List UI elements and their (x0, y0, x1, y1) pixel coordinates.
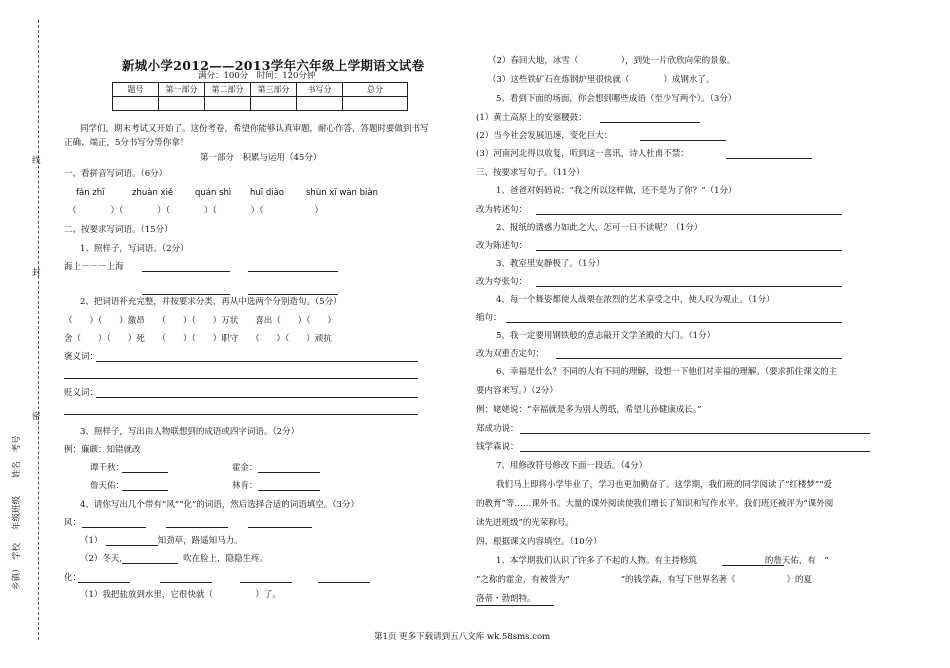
score-header-cell: 第二部分 (205, 83, 251, 97)
sentence-4-label: 缩句： (476, 313, 502, 323)
answer-line[interactable] (142, 271, 230, 272)
part1-heading: 第一部分 积累与运用（45分） (200, 153, 322, 163)
pinyin-1: fán zhī (76, 188, 105, 198)
answer-line[interactable] (556, 358, 842, 359)
score-cell[interactable] (113, 97, 159, 111)
answer-line[interactable] (106, 545, 158, 546)
answer-line[interactable] (520, 433, 870, 434)
intro-line-1: 同学们，期末考试又开始了。这份考卷，希望你能够认真审题，耐心作答，答题时要做到书写 (80, 124, 429, 134)
answer-line[interactable] (722, 565, 784, 566)
person-zhan: 詹天佑： (90, 481, 125, 491)
answer-line[interactable] (142, 294, 230, 295)
answer-line[interactable] (476, 605, 554, 606)
answer-line[interactable] (318, 582, 370, 583)
pinyin-5: shùn xī wàn biàn (306, 188, 378, 198)
score-header-cell: 书写分 (297, 83, 343, 97)
person-hawking: 霍金： (232, 463, 258, 473)
intro-line-2: 正确、端正，5分书写分等你拿！ (64, 138, 189, 148)
part4-title: 四、根据课文内容填空。（10分） (476, 537, 602, 547)
q2-title: 二、按要求写词语。（15分） (64, 225, 173, 235)
hua-label: 化： (64, 573, 82, 583)
score-header-cell: 第三部分 (251, 83, 297, 97)
score-header-cell: 总分 (343, 83, 408, 97)
q5-item-1: (1）黄土高原上的安塞腰鼓： (476, 113, 587, 123)
sentence-6-zheng: 郑成功说： (476, 424, 519, 434)
score-header-cell: 第一部分 (159, 83, 205, 97)
sentence-5-label: 改为双重否定句： (476, 349, 545, 359)
answer-line[interactable] (258, 472, 320, 473)
answer-line[interactable] (248, 271, 338, 272)
q2-sub1: 1、照样子，写词语。（2分） (80, 244, 189, 254)
score-cell[interactable] (251, 97, 297, 111)
score-cell[interactable] (205, 97, 251, 111)
feng-label: 风： (64, 518, 82, 528)
fill-1-line-1: 1、本学期我们认识了许多了不起的人物。有主持修筑 的詹天佑，有 “ (496, 556, 829, 566)
sentence-3-label: 改为夸张句： (476, 277, 528, 287)
sentence-6-example: 例：姥姥说：“幸福就是多为别人剪纸，希望儿孙健康成长。” (476, 405, 702, 415)
idiom-row-1[interactable]: （ ）（ ）激昂 （ ）（ ）万状 喜出（ ）（ ） (64, 316, 337, 326)
q5-item-2: (2）当今社会发展迅速，变化巨大： (476, 131, 613, 141)
answer-line[interactable] (64, 414, 418, 415)
q5-title: 5、看到下面的场面，你会想到哪些成语（至少写两个）。（3分） (496, 94, 737, 104)
answer-line[interactable] (506, 322, 842, 323)
answer-line[interactable] (82, 527, 146, 528)
q2-sub2: 2、把词语补充完整，并按要求分类，再从中选两个分别造句。（5分） (80, 297, 342, 307)
page-footer: 第1页 更多下载请到五八文库 wk.58sms.com (374, 632, 551, 642)
answer-line[interactable] (166, 527, 228, 528)
idiom-row-2[interactable]: 舍（ ）（ ）死 （ ）（ ）职守 （ ）（ ）顽抗 (64, 334, 332, 344)
answer-line[interactable] (726, 158, 812, 159)
answer-line[interactable] (536, 286, 842, 287)
answer-line[interactable] (96, 397, 418, 398)
answer-line[interactable] (520, 451, 870, 452)
q2-sub3: 3、照样子，写出由人物联想到的成语或四字词语。（2分） (80, 427, 300, 437)
sentence-1: 1、爸爸对妈妈说：“我之所以这样做，还不是为了你？”（1分） (496, 186, 737, 196)
answer-line[interactable] (122, 563, 178, 564)
fill-1-line-2: ”之称的霍金，有被誉为“ ”的钱学森，有写下世界名著《 》的夏 (476, 575, 813, 585)
answer-line[interactable] (122, 472, 168, 473)
answer-line[interactable] (160, 582, 212, 583)
binding-mark-feng: 封 (32, 268, 41, 278)
sentence-3: 3、教室里安静极了。（1分） (496, 259, 605, 269)
pinyin-answer-blanks[interactable]: （ ）（ ）（ ）（ ）（ ） (68, 206, 324, 216)
fill-1-line-3: 洛蒂・勃朗特。 (476, 594, 536, 604)
binding-dashed-line (38, 20, 39, 640)
exam-meta: 满分：100分 时间：120分钟 (198, 71, 316, 81)
sentence-2-label: 改为陈述句： (476, 241, 528, 251)
answer-line[interactable] (64, 378, 418, 379)
sentence-7-para-3: 读先进班级”的光荣称号。 (476, 518, 574, 528)
sentence-7: 7、用修改符号修改下面一段话。（4分） (496, 461, 648, 471)
q5-item-3: (3）河南河北得以收复，听到这一喜讯，诗人杜甫不禁： (476, 149, 689, 159)
hua-fill-2: （2）春回大地，冰雪（ ），到处一片欣欣向荣的景象。 (488, 56, 736, 66)
score-cell[interactable] (159, 97, 205, 111)
answer-line[interactable] (78, 582, 130, 583)
score-cell[interactable] (297, 97, 343, 111)
answer-line[interactable] (248, 527, 312, 528)
pinyin-4: huī diào (250, 188, 285, 198)
answer-line[interactable] (248, 294, 338, 295)
pinyin-2: zhuàn xiě (132, 188, 174, 198)
part3-title: 三、按要求写句子。（11分） (476, 168, 585, 178)
derog-label: 贬义词： (64, 388, 99, 398)
hua-fill-1: （1）我把盐放到水里，它很快就（ ）了。 (80, 590, 281, 600)
person-lincoln: 林肯： (232, 481, 258, 491)
answer-line[interactable] (122, 490, 168, 491)
pinyin-3: quán shì (195, 188, 232, 198)
feng-fill-2: （2）冬天， 吹在脸上，隐隐生疼。 (80, 554, 269, 564)
binding-school: 学校 (12, 542, 22, 560)
binding-mark-mi: 密 (32, 412, 41, 422)
score-header-cell: 题号 (113, 83, 159, 97)
binding-town: 乡镇） (12, 564, 22, 590)
answer-line[interactable] (640, 140, 726, 141)
q1-title: 一、看拼音写词语。（6分） (64, 169, 168, 179)
sentence-4: 4、每一个舞姿都使人战栗在浓烈的艺术享受之中，使人叹为观止。（1分） (496, 295, 775, 305)
hua-fill-3: （3）这些铁矿石在炼钢炉里很快就（ ）成钢水了。 (488, 75, 715, 85)
q2-sub1-example: 海上－－－上海 (64, 262, 124, 272)
answer-line[interactable] (240, 582, 292, 583)
sentence-5: 5、我一定要用钢铁般的意志敲开文学圣殿的大门。（1分） (496, 331, 716, 341)
sentence-7-para-1: 我们马上即将小学毕业了，学习也更加勤奋了。这学期，我们班的同学阅读了“红楼梦”“爱 (496, 480, 833, 490)
answer-line[interactable] (96, 361, 418, 362)
score-table (112, 82, 408, 111)
answer-line[interactable] (536, 250, 842, 251)
answer-line[interactable] (600, 122, 700, 123)
binding-mark-xian: 线 (32, 156, 41, 166)
sentence-6-qian: 钱学森说： (476, 442, 519, 452)
answer-line[interactable] (258, 490, 320, 491)
sentence-1-label: 改为转述句： (476, 205, 528, 215)
q2-sub4: 4、请你写出几个带有“风”“化”的词语，然后选择合适的词语填空。（3分） (80, 500, 359, 510)
binding-name-number: 姓名 考号 (12, 435, 22, 478)
sentence-6-line-1: 6、幸福是什么？不同的人有不同的理解，设想一下他们对幸福的理解。（要求抓住课文的主 (496, 367, 838, 377)
answer-line[interactable] (536, 214, 842, 215)
praise-label: 褒义词： (64, 352, 99, 362)
sentence-6-line-2: 要内容来写。）（2分） (476, 386, 558, 396)
sentence-7-para-2: 的教育”等……课外书。大量的课外阅读使我们增长了知识和写作水平。我们班还被评为“课外阅 (476, 499, 834, 509)
score-cell[interactable] (343, 97, 408, 111)
sentence-2: 2、报纸的诱惑力如此之大，怎可一日不读呢？（1分） (496, 223, 703, 233)
binding-grade-class: 年级班级 (12, 495, 22, 530)
feng-fill-1: （1） 知劲草，路遥知马力。 (80, 536, 243, 546)
person-tan: 谭千秋： (90, 463, 125, 473)
exam-title: 新城小学2012——2013学年六年级上学期语文试卷 (122, 58, 425, 73)
q2-sub3-example: 例：廉颇：知错就改 (64, 445, 141, 455)
